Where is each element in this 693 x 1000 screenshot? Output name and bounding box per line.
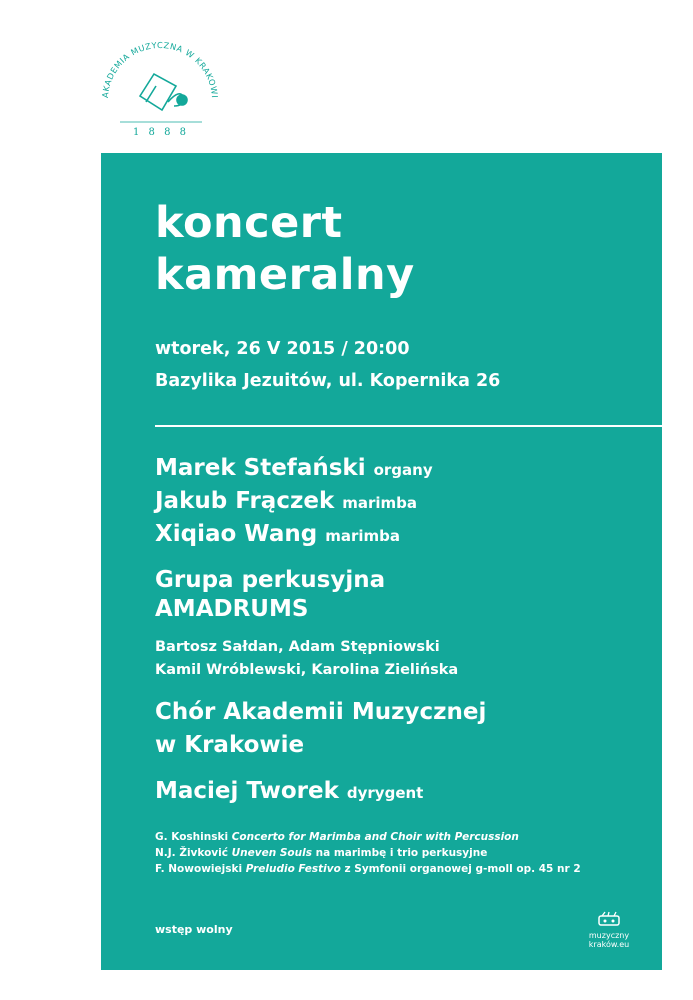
orchestra-icon bbox=[596, 911, 622, 929]
program-detail: na marimbę i trio perkusyjne bbox=[315, 847, 488, 859]
entry-note: wstęp wolny bbox=[155, 923, 233, 936]
partner-line-2: kraków.eu bbox=[588, 940, 630, 949]
program-item bbox=[155, 861, 581, 877]
program-item bbox=[155, 845, 581, 861]
performer-1 bbox=[155, 455, 433, 481]
performer-1-name: Marek Stefański bbox=[155, 455, 366, 481]
logo-year: 1 8 8 8 bbox=[133, 127, 189, 138]
performer-3-name: Xiqiao Wang bbox=[155, 521, 318, 547]
title-line-2: kameralny bbox=[155, 250, 415, 300]
choir-line-2: w Krakowie bbox=[155, 732, 305, 758]
performer-2-role: marimba bbox=[342, 494, 418, 512]
group-members-line-2: Kamil Wróblewski, Karolina Zielińska bbox=[155, 662, 459, 678]
svg-text:AKADEMIA MUZYCZNA W KRAKOWIE bbox=[98, 34, 220, 99]
group-members bbox=[155, 636, 458, 682]
event-place: Bazylika Jezuitów, ul. Kopernika 26 bbox=[155, 371, 501, 391]
piano-keyboard-icon bbox=[140, 74, 187, 110]
choir-line-1: Chór Akademii Muzycznej bbox=[155, 699, 487, 725]
conductor-role: dyrygent bbox=[346, 784, 424, 802]
performer-3-role: marimba bbox=[325, 527, 400, 545]
academy-logo bbox=[98, 34, 224, 144]
event-date: wtorek, 26 V 2015 / 20:00 bbox=[155, 339, 410, 359]
program-work: Uneven Souls bbox=[231, 847, 312, 859]
performer-1-role: organy bbox=[373, 461, 433, 479]
performer-2-name: Jakub Frączek bbox=[155, 488, 335, 514]
program-detail: z Symfonii organowej g-moll op. 45 nr 2 bbox=[344, 863, 581, 875]
performer-3 bbox=[155, 521, 400, 547]
poster-panel bbox=[101, 153, 662, 970]
partner-line-1: muzyczny bbox=[588, 931, 630, 940]
program-work: Concerto for Marimba and Choir with Percussion bbox=[231, 831, 519, 843]
conductor-name: Maciej Tworek bbox=[155, 778, 339, 804]
academy-logo-mark bbox=[98, 34, 224, 144]
group-name-line-1: Grupa perkusyjna bbox=[155, 567, 386, 593]
program-item bbox=[155, 829, 581, 845]
program-work: Preludio Festivo bbox=[245, 863, 341, 875]
program-composer: G. Koshinski bbox=[155, 831, 229, 843]
partner-logo bbox=[585, 911, 633, 949]
divider bbox=[155, 425, 662, 427]
program-composer: F. Nowowiejski bbox=[155, 863, 243, 875]
logo-arc-text: AKADEMIA MUZYCZNA W KRAKOWI bbox=[99, 39, 220, 99]
group-members-line-1: Bartosz Sałdan, Adam Stępniowski bbox=[155, 639, 440, 655]
performer-2 bbox=[155, 488, 417, 514]
program bbox=[155, 829, 581, 877]
group-name-line-2: AMADRUMS bbox=[155, 596, 309, 622]
program-composer: N.J. Živković bbox=[155, 847, 228, 859]
title-line-1: koncert bbox=[155, 198, 343, 248]
page-title bbox=[155, 197, 415, 301]
conductor bbox=[155, 778, 423, 804]
